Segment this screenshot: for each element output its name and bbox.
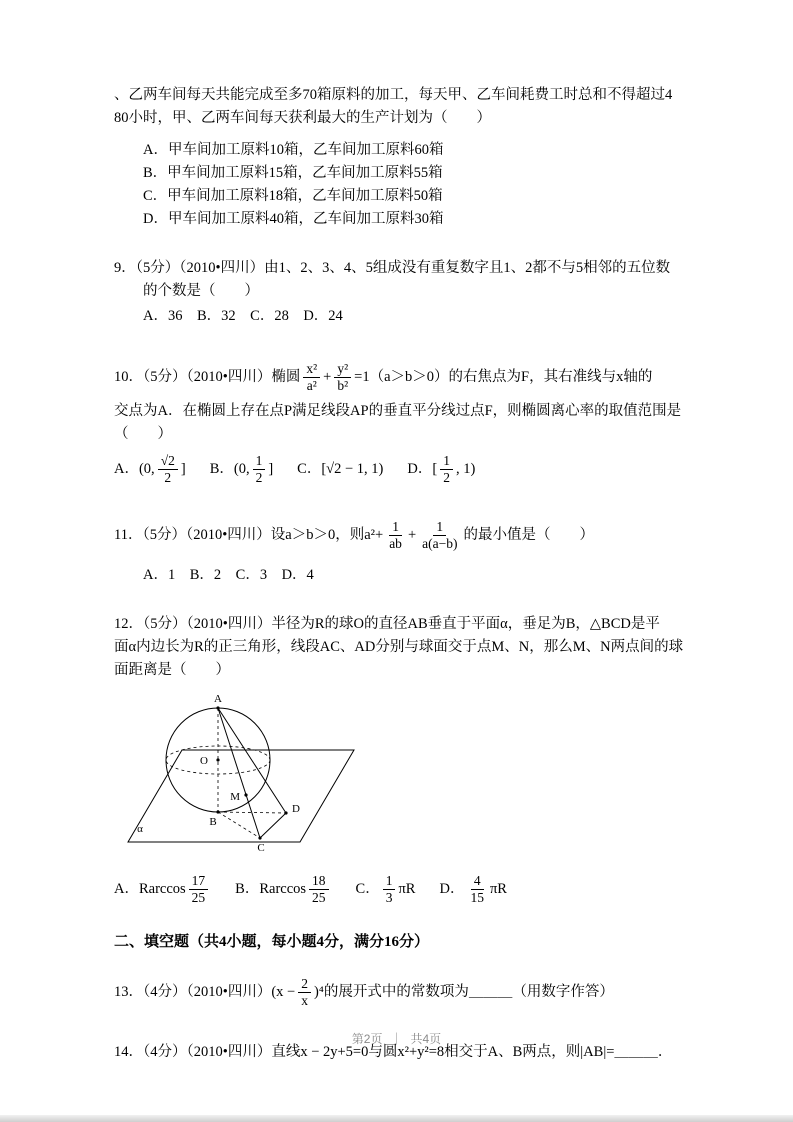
question-10-options <box>114 446 684 492</box>
fraction-numerator: 1 <box>440 453 453 470</box>
question-12-options <box>114 866 684 912</box>
point-B <box>216 810 219 813</box>
option-text: D． <box>439 881 465 898</box>
fraction-numerator: 2 <box>298 976 311 993</box>
stem-text: =1（a＞b＞0）的右焦点为F，其右准线与x轴的 <box>354 368 653 385</box>
fraction-denominator: 2 <box>255 469 263 485</box>
fraction-numerator: 1 <box>433 519 446 536</box>
footer-page-number: 第2页 <box>351 1032 383 1046</box>
sphere-plane-diagram <box>120 690 370 860</box>
label-D: D <box>292 803 300 816</box>
segment-AC <box>218 708 260 838</box>
stem-text: )⁴的展开式中的常数项为＿＿＿（用数字作答） <box>313 984 614 1001</box>
fraction-denominator: 2 <box>443 469 450 485</box>
fraction-numerator: 1 <box>253 453 266 470</box>
fraction-denominator: a² <box>306 377 317 393</box>
fraction-1-over-3 <box>383 873 396 905</box>
option-text: B．Rarccos <box>235 881 307 898</box>
option-text: C．[√2 − 1, 1) <box>297 460 384 477</box>
fraction-1-over-2 <box>440 453 453 485</box>
question-12-stem-line-1: 12．（5分）（2010•四川）半径为R的球O的直径AB垂直于平面α，垂足为B，△BCD是平 <box>114 616 660 633</box>
option-text: , 1) <box>455 460 476 477</box>
question-10-option-b <box>210 453 273 485</box>
question-13 <box>114 969 684 1015</box>
question-11 <box>114 512 684 587</box>
label-O: O <box>200 755 208 768</box>
fraction-denominator: ab <box>389 535 402 551</box>
fraction-4-over-15 <box>467 873 487 905</box>
fraction-denominator: a(a−b) <box>422 535 458 551</box>
question-10-stem-line-2: 交点为A．在椭圆上存在点P满足线段AP的垂直平分线过点F，则椭圆离心率的取值范围是 <box>114 403 682 420</box>
question-12-figure <box>120 690 684 860</box>
stem-text: 11．（5分）（2010•四川）设a＞b＞0，则a²+ <box>114 527 384 544</box>
point-O <box>216 758 219 761</box>
question-10-stem-line-1 <box>114 354 684 400</box>
fraction-y2-over-b2 <box>334 361 351 393</box>
question-11-stem <box>114 512 684 558</box>
stem-text: 13．（4分）（2010•四川）(x − <box>114 984 296 1001</box>
plus-sign: + <box>323 368 332 385</box>
footer-total-pages: 共4页 <box>410 1032 442 1046</box>
section-2-title: 二、填空题（共4小题，每小题4分，满分16分） <box>114 934 430 951</box>
fraction-denominator: 3 <box>385 889 393 905</box>
option-text: πR <box>489 881 507 898</box>
plane-alpha-outline <box>128 750 354 842</box>
fraction-denominator: x <box>301 992 308 1008</box>
label-A: A <box>214 693 222 706</box>
question-12-option-c <box>356 873 416 905</box>
point-C <box>258 836 261 839</box>
fraction-numerator: 1 <box>389 519 402 536</box>
question-8-stem-line-1: 、乙两车间每天共能完成至多70箱原料的加工，每天甲、乙车间耗费工时总和不得超过4 <box>114 87 673 103</box>
question-10-option-a <box>114 453 186 485</box>
stem-text: 的最小值是（ ） <box>463 527 594 544</box>
question-9 <box>114 257 684 328</box>
question-8-options <box>114 139 684 231</box>
option-text: ] <box>268 460 274 477</box>
question-9-stem-line-2: 的个数是（ ） <box>143 283 259 299</box>
fraction-denominator: 25 <box>191 889 206 905</box>
segment-CD <box>260 813 286 838</box>
stem-text: 10．（5分）（2010•四川）椭圆 <box>114 368 301 385</box>
page-footer <box>0 1030 793 1047</box>
page-content <box>114 84 684 1090</box>
question-12-stem-line-2: 面α内边长为R的正三角形，线段AC、AD分别与球面交于点M、N，那么M、N两点间的球 <box>114 639 684 656</box>
question-10-option-c <box>297 460 383 478</box>
question-9-stem-line-1: 9．（5分）（2010•四川）由1、2、3、4、5组成没有重复数字且1、2都不与5相邻的五位数 <box>114 260 671 276</box>
fraction-numerator: 1 <box>383 873 396 890</box>
question-13-stem <box>114 969 684 1015</box>
question-10-stem-line-3: （ ） <box>114 426 172 443</box>
fraction-numerator: y² <box>334 361 351 378</box>
question-10 <box>114 354 684 492</box>
point-A <box>216 706 219 709</box>
fraction-numerator: 17 <box>189 873 209 890</box>
option-text: D．[ <box>407 460 438 477</box>
option-text: ] <box>180 460 186 477</box>
question-8-option-b: B．甲车间加工原料15箱，乙车间加工原料55箱 <box>143 165 443 181</box>
option-text: A．Rarccos <box>114 881 186 898</box>
point-M <box>244 793 247 796</box>
option-text: B．(0, <box>209 460 250 477</box>
question-14-stem: 14．（4分）（2010•四川）直线x − 2y+5=0与圆x²+y²=8相交于A、B两点，则|AB|=＿＿＿． <box>114 1044 673 1061</box>
option-text: A．(0, <box>114 460 155 477</box>
point-D <box>284 811 287 814</box>
fraction-2-over-x <box>298 976 311 1008</box>
question-12-option-d <box>439 873 506 905</box>
fraction-denominator: 2 <box>164 469 172 485</box>
footer-separator: ｜ <box>390 1032 403 1046</box>
question-8 <box>114 84 684 231</box>
label-M: M <box>230 791 240 804</box>
option-text: πR <box>398 881 416 898</box>
label-C: C <box>257 842 265 855</box>
label-alpha: α <box>137 823 143 836</box>
fraction-1-over-2 <box>253 453 266 485</box>
fraction-numerator: √2 <box>158 453 178 470</box>
question-8-option-c: C．甲车间加工原料18箱，乙车间加工原料50箱 <box>143 188 443 204</box>
question-12-option-a <box>114 873 211 905</box>
fraction-denominator: 15 <box>470 889 484 905</box>
fraction-denominator: b² <box>337 377 349 393</box>
question-10-option-d <box>407 453 475 485</box>
fraction-numerator: 4 <box>471 873 484 890</box>
segment-AD <box>218 708 286 813</box>
page-bottom-edge <box>0 1115 793 1122</box>
question-12 <box>114 613 684 912</box>
question-8-option-d: D．甲车间加工原料40箱，乙车间加工原料30箱 <box>143 211 444 227</box>
question-11-options: A．1 B．2 C．3 D．4 <box>143 567 314 584</box>
fraction-numerator: x² <box>303 361 320 378</box>
option-text: C． <box>355 881 380 898</box>
question-8-option-a: A．甲车间加工原料10箱，乙车间加工原料60箱 <box>143 142 444 158</box>
fraction-1-over-ab <box>386 519 405 551</box>
question-12-stem-line-3: 面距离是（ ） <box>114 662 230 679</box>
fraction-x2-over-a2 <box>303 361 320 393</box>
fraction-sqrt2-over-2 <box>158 453 178 485</box>
label-B: B <box>209 816 217 829</box>
question-8-stem-line-2: 80小时，甲、乙两车间每天获利最大的生产计划为（ ） <box>114 110 491 126</box>
fraction-1-over-a-a-minus-b <box>419 519 460 551</box>
fraction-18-over-25 <box>309 873 329 905</box>
fraction-numerator: 18 <box>309 873 329 890</box>
fraction-denominator: 25 <box>312 889 326 905</box>
plus-sign: + <box>407 527 417 544</box>
question-12-option-b <box>235 873 331 905</box>
question-9-options: A．36 B．32 C．28 D．24 <box>143 308 343 324</box>
fraction-17-over-25 <box>189 873 209 905</box>
segment-BC-dashed <box>218 812 260 838</box>
